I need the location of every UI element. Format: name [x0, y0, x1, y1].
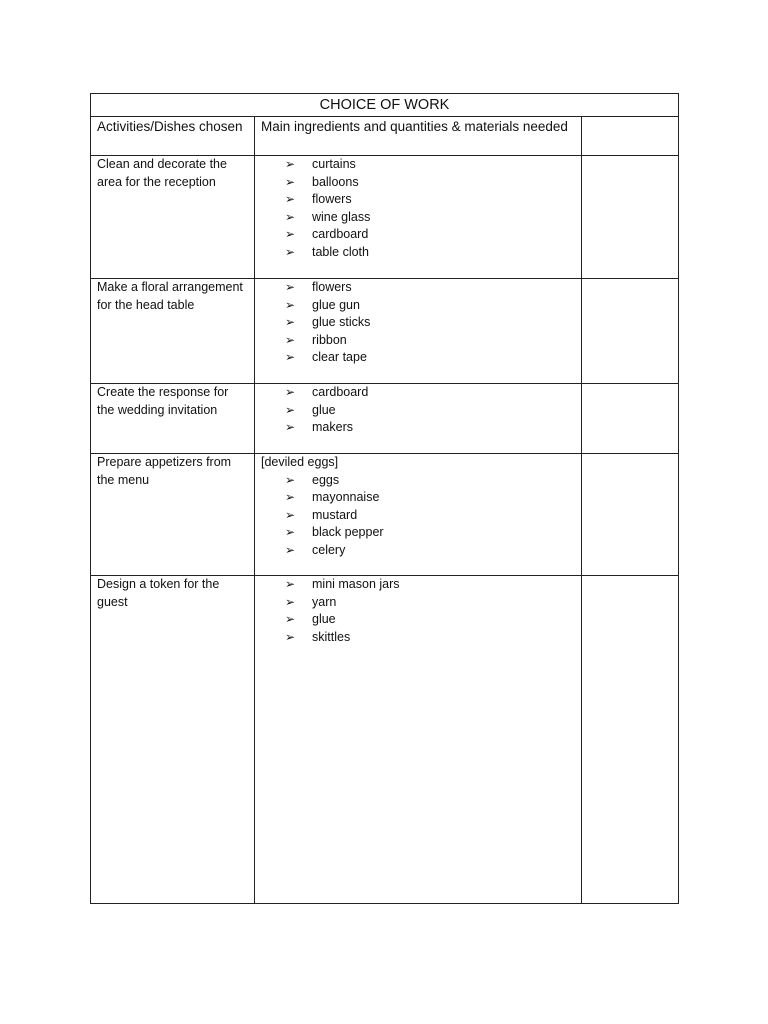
- list-item: [285, 244, 575, 262]
- ingredients-list: [261, 576, 575, 646]
- extra-cell: [582, 384, 679, 454]
- table-row: [91, 576, 679, 904]
- header-row: [91, 117, 679, 156]
- arrow-bullet-icon: ➢: [285, 227, 296, 241]
- extra-cell: [582, 576, 679, 904]
- list-item: [285, 384, 575, 402]
- item-label: ribbon: [312, 332, 347, 347]
- item-label: eggs: [312, 472, 340, 487]
- activity-cell: Design a token for the guest: [91, 576, 255, 904]
- item-label: cardboard: [312, 227, 369, 241]
- item-label: black pepper: [312, 525, 384, 539]
- arrow-bullet-icon: ➢: [285, 332, 296, 347]
- arrow-bullet-icon: ➢: [285, 280, 296, 294]
- activity-cell: Create the response for the wedding invitation: [91, 384, 255, 454]
- arrow-bullet-icon: ➢: [285, 594, 296, 609]
- arrow-bullet-icon: ➢: [285, 350, 296, 364]
- dish-name: [deviled eggs]: [261, 455, 339, 469]
- choice-of-work-table: [90, 93, 679, 904]
- item-label: glue sticks: [312, 315, 371, 329]
- list-item: [285, 314, 575, 332]
- arrow-bullet-icon: ➢: [285, 490, 296, 504]
- table-row: [91, 156, 679, 279]
- arrow-bullet-icon: ➢: [285, 420, 296, 434]
- item-label: makers: [312, 420, 353, 434]
- list-item: [285, 156, 575, 174]
- item-label: glue: [312, 402, 336, 417]
- arrow-bullet-icon: ➢: [285, 629, 296, 644]
- arrow-bullet-icon: ➢: [285, 174, 296, 189]
- arrow-bullet-icon: ➢: [285, 542, 296, 557]
- ingredients-cell: [255, 454, 582, 576]
- activity-cell: Prepare appetizers from the menu: [91, 454, 255, 576]
- ingredients-cell: [255, 576, 582, 904]
- extra-cell: [582, 156, 679, 279]
- list-item: [285, 594, 575, 612]
- item-label: mayonnaise: [312, 490, 380, 504]
- item-label: celery: [312, 542, 346, 557]
- list-item: [285, 332, 575, 350]
- arrow-bullet-icon: ➢: [285, 402, 296, 417]
- extra-cell: [582, 279, 679, 384]
- arrow-bullet-icon: ➢: [285, 297, 296, 312]
- list-item: [285, 507, 575, 525]
- list-item: [285, 209, 575, 227]
- table-title: CHOICE OF WORK: [91, 94, 679, 117]
- activity-cell: Make a floral arrangement for the head table: [91, 279, 255, 384]
- list-item: [285, 174, 575, 192]
- table-row: [91, 454, 679, 576]
- arrow-bullet-icon: ➢: [285, 577, 296, 591]
- arrow-bullet-icon: ➢: [285, 472, 296, 487]
- list-item: [285, 297, 575, 315]
- list-item: [285, 419, 575, 437]
- list-item: [285, 349, 575, 367]
- list-item: [285, 191, 575, 209]
- item-label: mustard: [312, 507, 358, 522]
- list-item: [285, 611, 575, 629]
- list-item: [285, 542, 575, 560]
- arrow-bullet-icon: ➢: [285, 209, 296, 224]
- item-label: wine glass: [312, 209, 371, 224]
- item-label: flowers: [312, 192, 352, 206]
- ingredients-cell: [255, 384, 582, 454]
- arrow-bullet-icon: ➢: [285, 525, 296, 539]
- arrow-bullet-icon: ➢: [285, 385, 296, 399]
- item-label: cardboard: [312, 385, 369, 399]
- item-label: glue: [312, 612, 336, 626]
- arrow-bullet-icon: ➢: [285, 507, 296, 522]
- item-label: balloons: [312, 174, 359, 189]
- header-extra: [582, 117, 679, 156]
- list-item: [285, 279, 575, 297]
- ingredients-list: [261, 384, 575, 437]
- list-item: [285, 524, 575, 542]
- arrow-bullet-icon: ➢: [285, 612, 296, 626]
- item-label: curtains: [312, 157, 356, 171]
- item-label: flowers: [312, 280, 352, 294]
- table-row: [91, 384, 679, 454]
- extra-cell: [582, 454, 679, 576]
- title-row: [91, 94, 679, 117]
- arrow-bullet-icon: ➢: [285, 192, 296, 206]
- ingredients-list: [261, 472, 575, 560]
- list-item: [285, 629, 575, 647]
- arrow-bullet-icon: ➢: [285, 244, 296, 259]
- list-item: [285, 576, 575, 594]
- arrow-bullet-icon: ➢: [285, 157, 296, 171]
- table-row: [91, 279, 679, 384]
- list-item: [285, 472, 575, 490]
- item-label: skittles: [312, 629, 351, 644]
- ingredients-list: [261, 279, 575, 367]
- arrow-bullet-icon: ➢: [285, 315, 296, 329]
- list-item: [285, 226, 575, 244]
- ingredients-list: [261, 156, 575, 261]
- header-activities: Activities/Dishes chosen: [91, 117, 255, 156]
- item-label: glue gun: [312, 297, 360, 312]
- activity-cell: Clean and decorate the area for the reception: [91, 156, 255, 279]
- ingredients-cell: [255, 156, 582, 279]
- ingredients-cell: [255, 279, 582, 384]
- item-label: clear tape: [312, 350, 367, 364]
- list-item: [285, 402, 575, 420]
- item-label: mini mason jars: [312, 577, 400, 591]
- header-ingredients: Main ingredients and quantities & materials needed: [255, 117, 582, 156]
- item-label: table cloth: [312, 244, 369, 259]
- item-label: yarn: [312, 594, 337, 609]
- list-item: [285, 489, 575, 507]
